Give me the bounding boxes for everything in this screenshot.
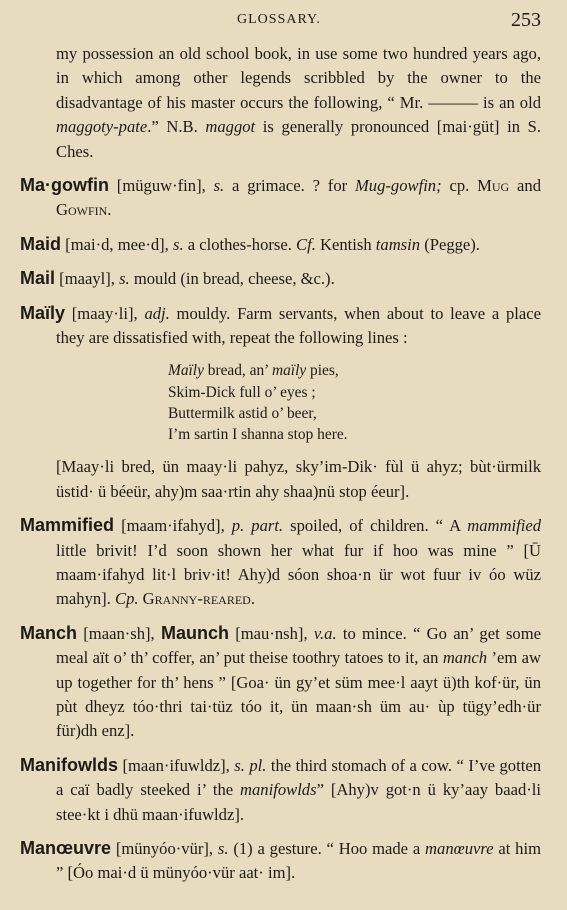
verse-line: Skim-Dick full o’ eyes ; [168, 383, 316, 401]
verse-quotation [168, 360, 541, 445]
glossary-body [20, 42, 541, 886]
definition: (1) a gesture. “ Hoo made a [228, 838, 426, 858]
definition: a clothes-horse. [183, 234, 297, 254]
italic-term: maggoty-pate [56, 117, 148, 137]
text: bread, an’ [203, 362, 272, 380]
italic-term: tamsin [375, 234, 421, 254]
italic-term: Mug-gowfin; [354, 176, 442, 196]
entry-manifowlds [20, 753, 541, 827]
text: (Pegge). [420, 234, 480, 254]
cross-reference: Mug [477, 176, 510, 196]
entry-mammified [20, 513, 541, 612]
running-header [20, 9, 541, 34]
running-title: GLOSSARY. [237, 12, 321, 27]
verse-line: Buttermilk astid o’ beer, [168, 404, 317, 422]
text: cp. [441, 176, 478, 196]
cross-reference: Gowfin. [56, 200, 112, 220]
headword: Mammified [20, 515, 115, 536]
pronunciation: [mai·d, mee·d], [61, 234, 173, 254]
definition: mould (in bread, cheese, &c.). [129, 269, 335, 289]
definition: to mince. “ Go an’ get some meal aït o’ th’ coffer, an’ put theise toothry tatoes to it, an [56, 623, 541, 668]
definition: the third stomach of a cow. “ I’ve gotten a caï badly steeked i’ the [56, 755, 541, 800]
italic-term: maïly [271, 362, 307, 380]
cross-reference: Granny-reared. [142, 589, 255, 609]
continued-paragraph [20, 42, 541, 164]
headword: Manifowlds [20, 754, 118, 775]
part-of-speech: v.a. [313, 623, 337, 643]
text: at him ” [Óo mai·d ü münyóo·vür aat· im]. [56, 838, 541, 883]
part-of-speech: p. part. [231, 516, 284, 536]
pronunciation: [müguw·fin], [108, 176, 214, 196]
verse-line [168, 360, 541, 381]
text: is generally pronounced [mai·güt] in S. Ches. [56, 117, 541, 161]
headword: Mail [20, 268, 56, 289]
text: little brivit! I’d soon shown her what fur if hoo was mine ” [Ū maam·ifahyd lit·l briv·it! Ahy)d sóon shoa·n ür wot fuur iv óo wüz mahyn]. [56, 540, 541, 609]
headword-variant: Maunch [160, 622, 229, 643]
entry-maid [20, 232, 541, 257]
italic-term: Cf. [296, 234, 316, 254]
headword: Maïly [20, 302, 66, 323]
headword: Maid [20, 233, 62, 254]
pronunciation: [maayl], [55, 269, 120, 289]
pronunciation: [münyóo·vür], [111, 838, 218, 858]
entry-maily [20, 301, 541, 351]
pronunciation: [maan·sh], [77, 623, 161, 643]
text: ” [Ahy)v got·n ü ky’aay baad·li stee·kt i dhü maan·ifuwldz]. [56, 780, 541, 824]
definition: spoiled, of children. “ A [283, 516, 468, 536]
part-of-speech: s. [213, 176, 225, 196]
definition: mouldy. Farm servants, when about to leave a place they are dissatisfied with, repeat the following lines : [56, 303, 542, 348]
italic-term: Cp. [115, 589, 139, 609]
headword: Ma·gowfin [20, 175, 109, 196]
definition: a grimace. ? for [224, 176, 355, 196]
pronunciation: [maay·li], [65, 303, 145, 323]
text: and [509, 176, 541, 196]
part-of-speech: adj. [144, 303, 170, 323]
pronunciation: [mau·nsh], [228, 623, 314, 643]
pronunciation: [maam·ifahyd], [114, 516, 232, 536]
italic-term: manœuvre [425, 838, 494, 858]
headword: Manch [20, 622, 78, 643]
italic-term: manch [442, 648, 488, 668]
text: my possession an old school book, in use some two hundred years ago, in which among other legends scribbled by the owner to the disadvantage of his master occurs the following, [56, 44, 541, 112]
pronunciation: [maan·ifuwldz], [118, 755, 235, 775]
text: pies, [306, 362, 339, 380]
text: ’em aw up together for th’ hens ” [Goa· ün gy’et süm mee·l aayt ü)th kof·ür, ün pùt dheyz tóo·thri tai·tüz tóo it, ün maan·sh üm au· ùp tügy’edh·ür für)dh enz]. [56, 648, 541, 741]
part-of-speech: s. [172, 234, 184, 254]
entry-manch [20, 621, 541, 744]
entry-magowfin [20, 173, 541, 223]
text: Kentish [315, 234, 376, 254]
page-number: 253 [511, 9, 541, 31]
part-of-speech: s. [217, 838, 229, 858]
verse-line: I’m sartin I shanna stop here. [168, 426, 348, 444]
entry-manoeuvre [20, 836, 541, 886]
part-of-speech: s. [119, 269, 130, 289]
italic-term: Maïly [168, 362, 204, 380]
entry-mail [20, 266, 541, 291]
italic-term: mammified [467, 516, 541, 536]
italic-term: manifowlds [240, 780, 317, 800]
headword: Manœuvre [20, 837, 112, 858]
dialect-transcription: [Maay·li bred, ün maay·li pahyz, sky’im-Dik· fùl ü ahyz; bùt·ürmilk üstid· ü béeür, ahy)m saa·rtin ahy shaa)nü stop éeur]. [56, 457, 541, 501]
text: “ Mr. ——— is an old [387, 92, 541, 112]
part-of-speech: s. pl. [234, 755, 267, 775]
text: .” N.B. [147, 117, 206, 137]
italic-term: maggot [205, 117, 256, 137]
